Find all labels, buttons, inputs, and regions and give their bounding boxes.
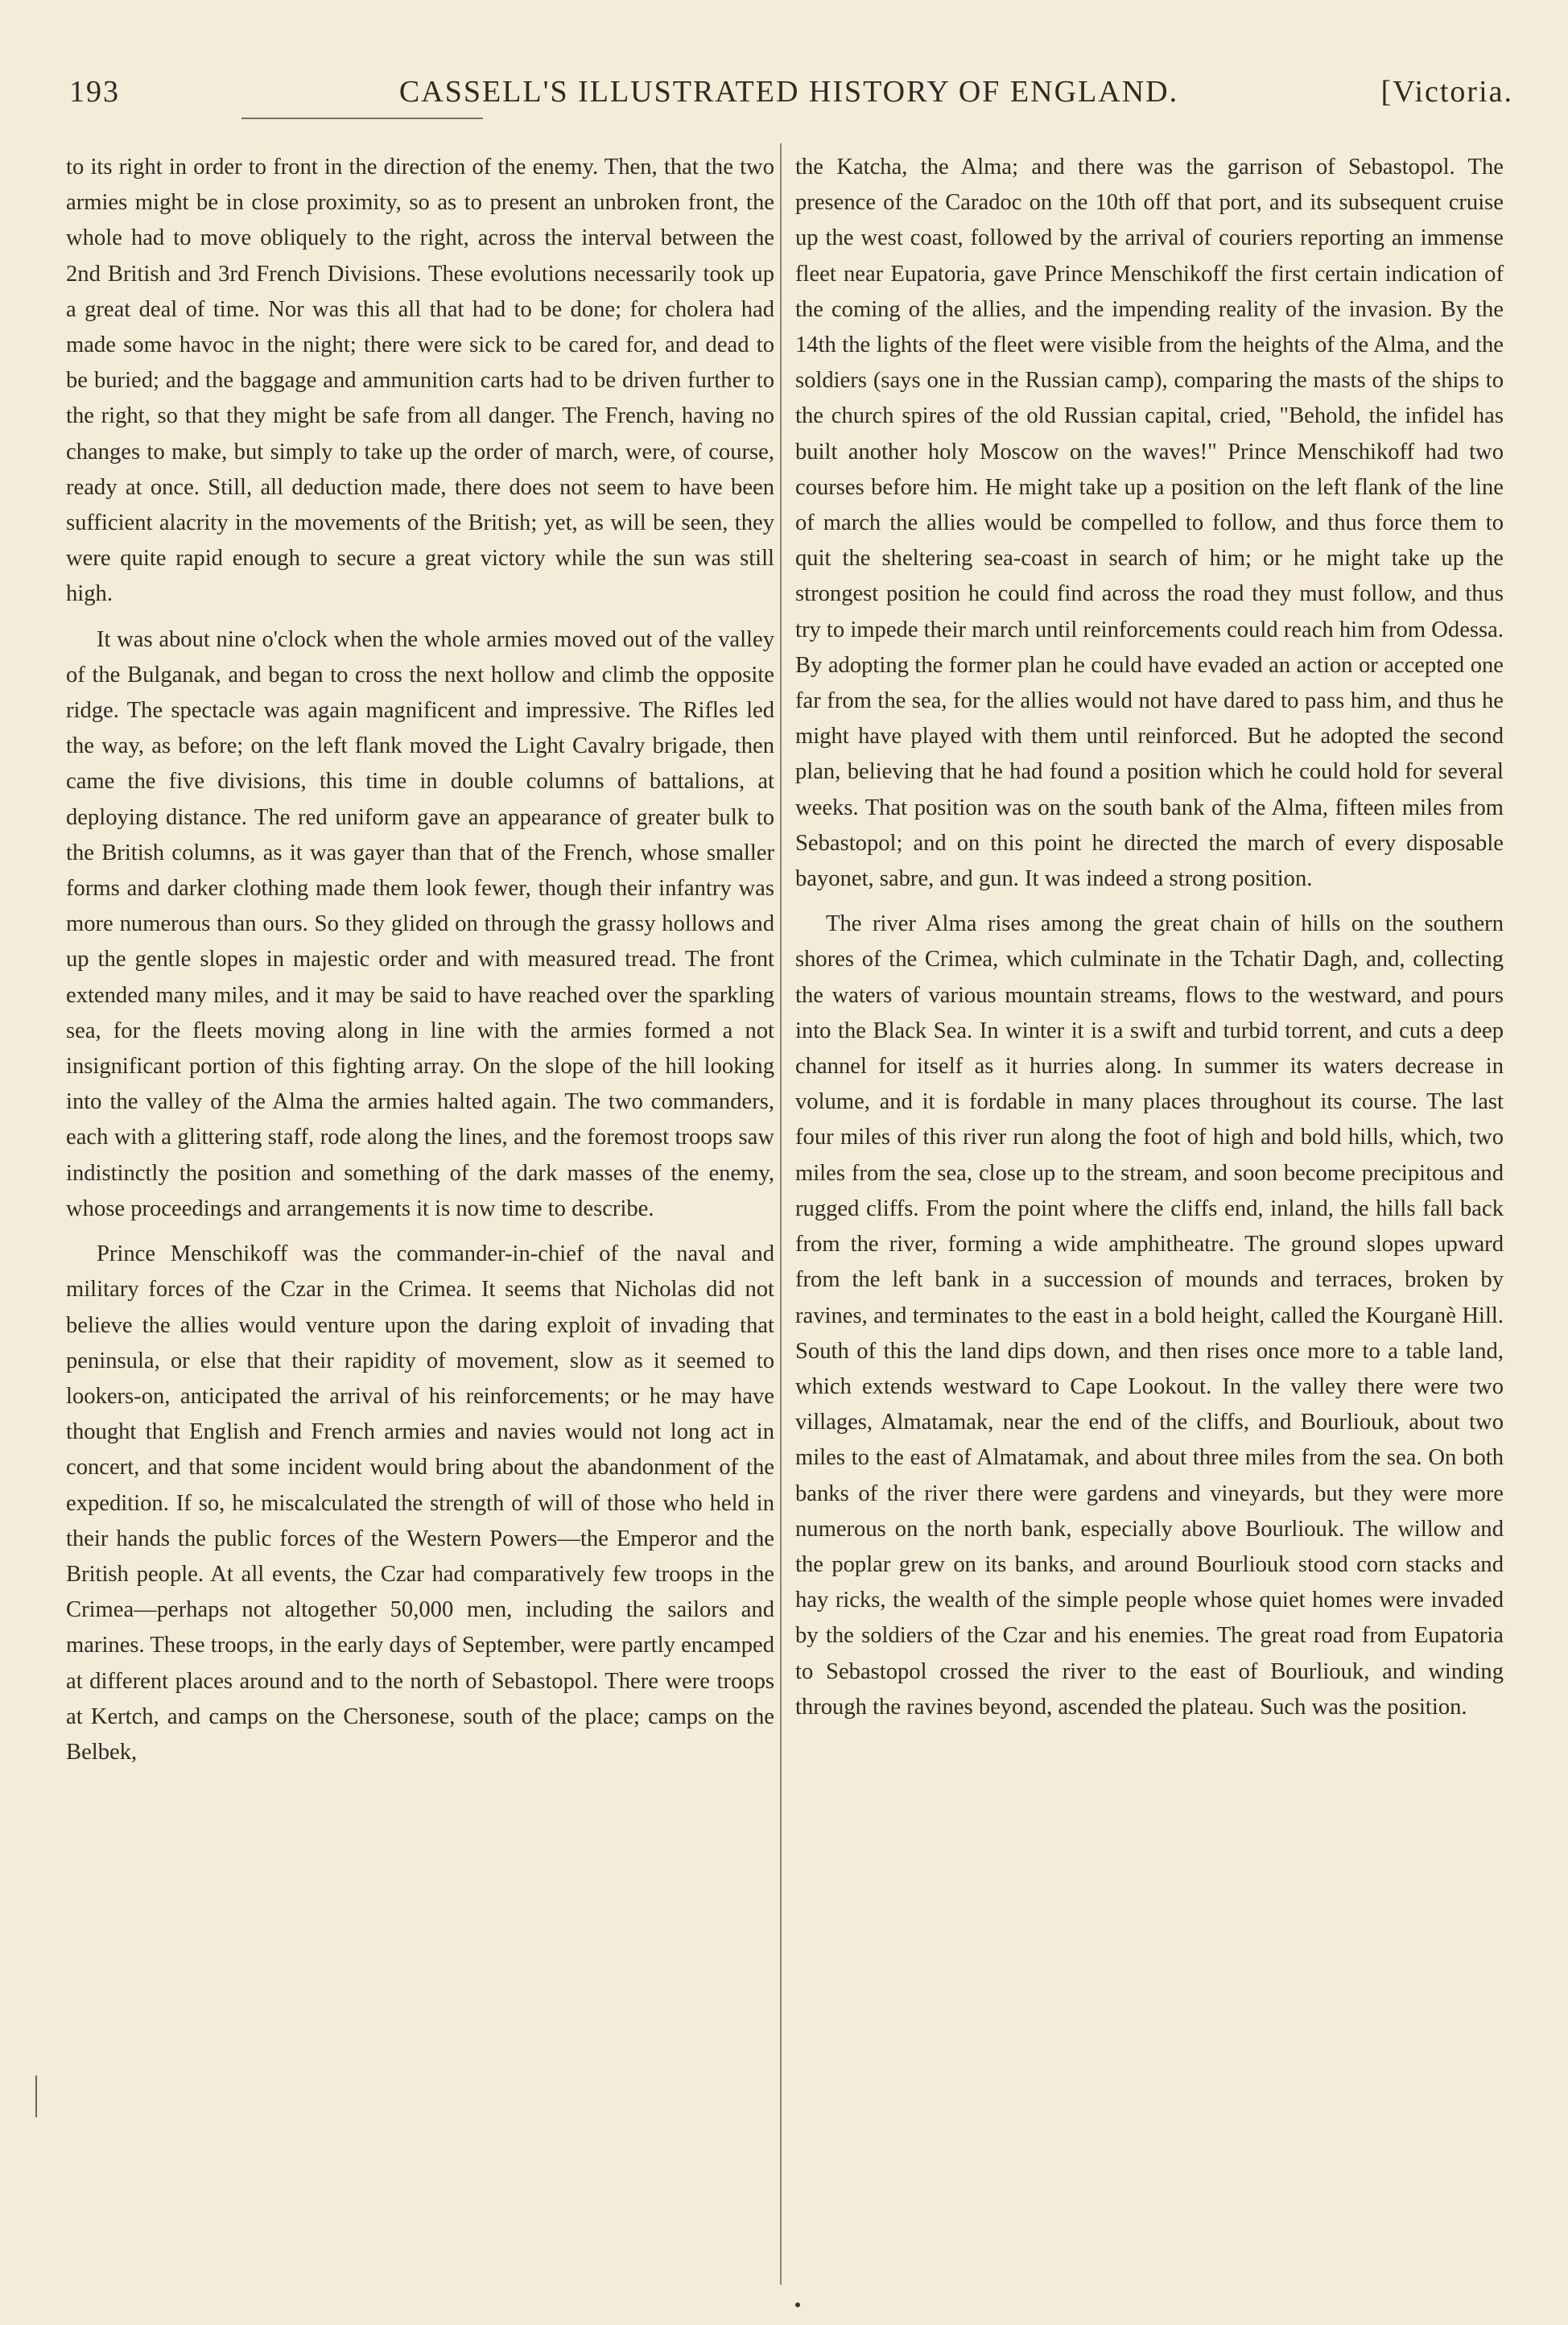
ink-dot	[795, 2302, 800, 2307]
running-title: CASSELL'S ILLUSTRATED HISTORY OF ENGLAND.	[398, 75, 1179, 109]
paragraph: Prince Menschikoff was the commander-in-chief of the naval and military forces of the Czar in the Crimea. It seems that Nicholas did not believe the allies would venture upon the daring exploit of invading that peninsula, or else that their rapidity of movement, slow as it seemed to lookers-on, anticipated the arrival of his reinforcements; or he may have thought that English and French armies and navies would not long act in concert, and that some incident would bring about the abandonment of the expedition. If so, he miscalculated the strength of will of those who held in their hands the public forces of the Western Powers—the Emperor and the British people. At all events, the Czar had comparatively few troops in the Crimea—perhaps not altogether 50,000 men, including the sailors and marines. These troops, in the early days of September, were partly encamped at different places around and to the north of Sebastopol. There were troops at Kertch, and camps on the Chersonese, south of the place; camps on the Belbek,	[66, 1241, 774, 1765]
paragraph: the Katcha, the Alma; and there was the garrison of Sebastopol. The presence of the Caradoc on the 10th off that port, and its subsequent cruise up the west coast, followed by the arrival of couriers reporting an immense fleet near Eupatoria, gave Prince Menschikoff the first certain indication of the coming of the allies, and the impending reality of the invasion. By the 14th the lights of the fleet were visible from the heights of the Alma, and the soldiers (says one in the Russian camp), comparing the masts of the ships to the church spires of the old Russian capital, cried, "Behold, the infidel has built another holy Moscow on the waves!" Prince Menschikoff had two courses before him. He might take up a position on the left flank of the line of march the allies would be compelled to follow, and thus force them to quit the sheltering sea-coast in search of him; or he might take up the strongest position he could find across the road they must follow, and thus try to impede their march until reinforcements could reach him from Odessa. By adopting the former plan he could have evaded an action or accepted one far from the sea, for the allies would not have dared to pass him, and thus he might have played with them until reinforced. But he adopted the second plan, believing that he had found a position which he could hold for several weeks. That position was on the south bank of the Alma, fifteen miles from Sebastopol; and on this point he directed the march of every disposable bayonet, sabre, and gun. It was indeed a strong position.	[795, 155, 1504, 892]
paragraph: The river Alma rises among the great chain of hills on the southern shores of the Crimea, which culminate in the Tchatir Dagh, and, collecting the waters of various mountain streams, flows to the westward, and pours into the Black Sea. In winter it is a swift and turbid torrent, and cuts a deep channel for itself as it hurries along. In summer its waters decrease in volume, and it is fordable in many places throughout its course. The last four miles of this river run along the foot of high and bold hills, which, two miles from the sea, close up to the stream, and soon become precipitous and rugged cliffs. From the point where the cliffs end, inland, the hills fall back from the river, forming a wide amphitheatre. The ground slopes upward from the left bank in a succession of mounds and terraces, broken by ravines, and terminates to the east in a bold height, called the Kourganè Hill. South of this the land dips down, and then rises once more to a table land, which extends westward to Cape Lookout. In the valley there were two villages, Almatamak, near the end of the cliffs, and Bourliouk, about two miles to the east of Almatamak, and about three miles from the sea. On both banks of the river there were gardens and vineyards, but they were more numerous on the north bank, especially above Bourliouk. The willow and the poplar grew on its banks, and around Bourliouk stood corn stacks and hay ricks, the wealth of the simple people whose quiet homes were invaded by the soldiers of the Czar and his enemies. The great road from Eupatoria to Sebastopol crossed the river to the east of Bourliouk, and winding through the ravines beyond, ascended the plateau. Such was the position.	[795, 911, 1504, 1720]
left-column	[66, 150, 774, 1770]
header-rule	[241, 118, 483, 119]
margin-mark	[35, 2075, 37, 2117]
running-header	[64, 74, 1513, 114]
right-column	[795, 150, 1504, 1725]
paragraph: to its right in order to front in the direction of the enemy. Then, that the two armies might be in close proximity, so as to present an unbroken front, the whole had to move obliquely to the right, across the interval between the 2nd British and 3rd French Divisions. These evolutions necessarily took up a great deal of time. Nor was this all that had to be done; for cholera had made some havoc in the night; there were sick to be cared for, and dead to be buried; and the baggage and ammunition carts had to be driven further to the right, so that they might be safe from all danger. The French, having no changes to make, but simply to take up the order of march, were, of course, ready at once. Still, all deduction made, there does not seem to have been sufficient alacrity in the movements of the British; yet, as will be seen, they were quite rapid enough to secure a great victory while the sun was still high.	[66, 155, 774, 607]
paragraph: It was about nine o'clock when the whole armies moved out of the valley of the Bulganak, and began to cross the next hollow and climb the opposite ridge. The spectacle was again magnificent and impressive. The Rifles led the way, as before; on the left flank moved the Light Cavalry brigade, then came the five divisions, this time in double columns of battalions, at deploying distance. The red uniform gave an appearance of greater bulk to the British columns, as it was gayer than that of the French, whose smaller forms and darker clothing made them look fewer, though their infantry was more numerous than ours. So they glided on through the grassy hollows and up the gentle slopes in majestic order and with measured tread. The front extended many miles, and it may be said to have reached over the sparkling sea, for the fleets moving along in line with the armies formed a not insignificant portion of this fighting array. On the slope of the hill looking into the valley of the Alma the armies halted again. The two commanders, each with a glittering staff, rode along the lines, and the foremost troops saw indistinctly the position and something of the dark masses of the enemy, whose proceedings and arrangements it is now time to describe.	[66, 626, 774, 1221]
section-label: [Victoria.	[1380, 75, 1513, 109]
page-number: 193	[69, 75, 120, 109]
column-divider	[780, 143, 782, 2285]
